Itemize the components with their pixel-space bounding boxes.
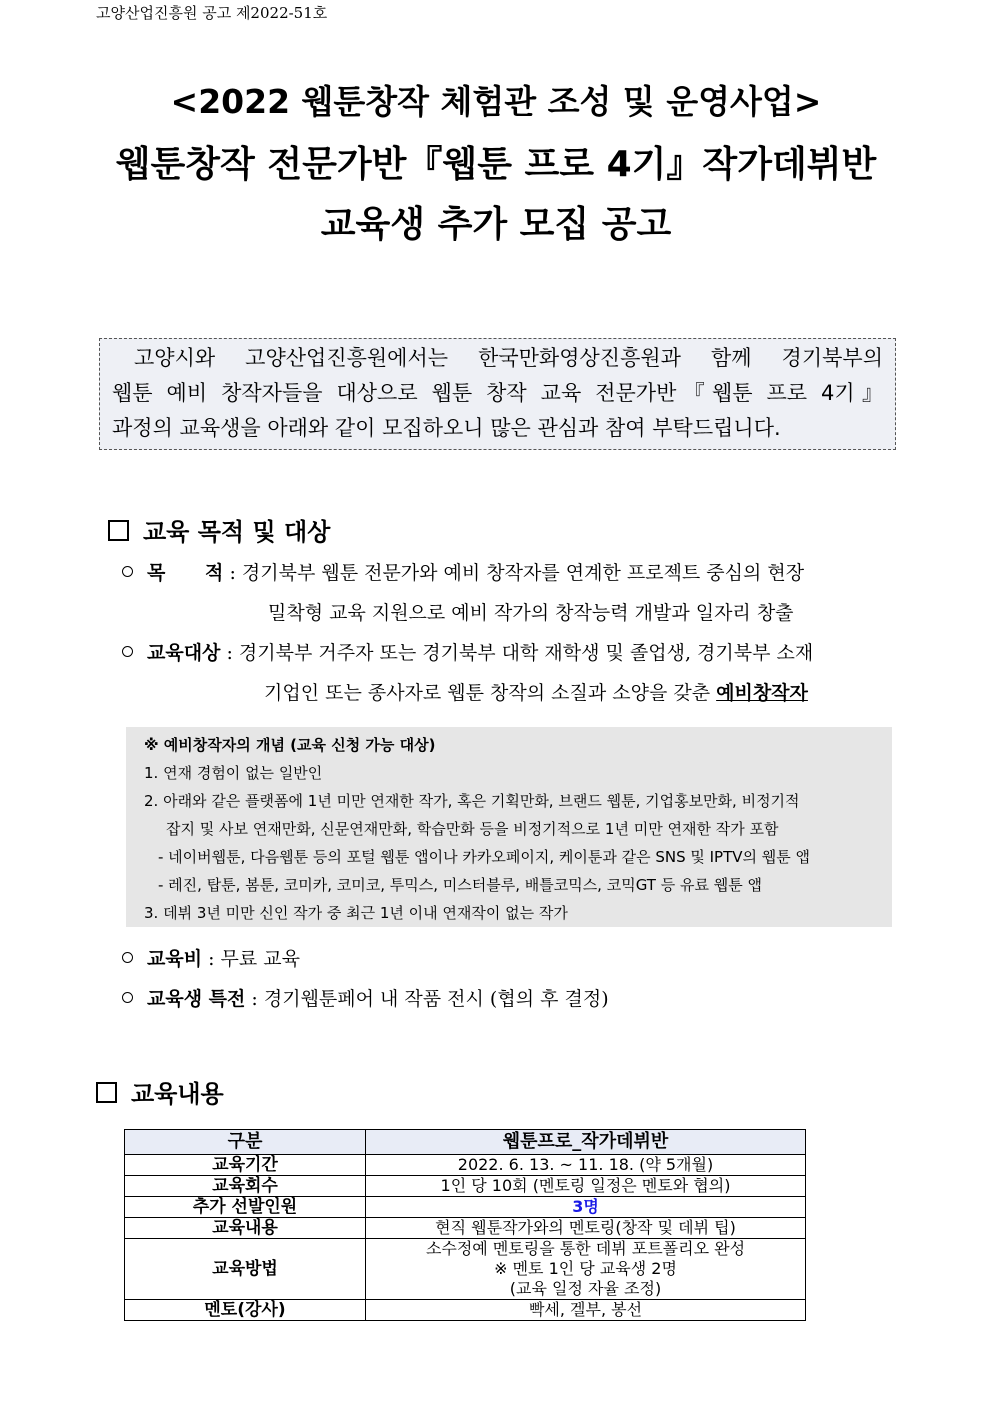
target-row: 교육대상 : 경기북부 거주자 또는 경기북부 대학 재학생 및 졸업생, 경기북부 소재 <box>122 633 813 673</box>
row-value <box>366 1239 806 1300</box>
note-item-2a: 2. 아래와 같은 플랫폼에 1년 미만 연재한 작가, 혹은 기획만화, 브랜드 웹툰, 기업홍보만화, 비정기적 <box>144 792 800 810</box>
purpose-label: 목 적 <box>147 562 224 584</box>
benefit-label: 교육생 특전 <box>147 988 246 1010</box>
benefit-value: 경기웹툰페어 내 작품 전시 (협의 후 결정) <box>263 988 609 1010</box>
purpose-text-1: 경기북부 웹툰 전문가와 예비 창작자를 연계한 프로젝트 중심의 현장 <box>241 562 805 584</box>
row-value: 3명 <box>366 1197 806 1218</box>
fee-value: 무료 교육 <box>220 948 301 970</box>
target-text-2: 기업인 또는 종사자로 웹툰 창작의 소질과 소양을 갖춘 <box>264 682 711 704</box>
method-line-3: (교육 일정 자율 조정) <box>509 1279 662 1298</box>
checkbox-icon <box>96 1082 117 1103</box>
target-text-1: 경기북부 거주자 또는 경기북부 대학 재학생 및 졸업생, 경기북부 소재 <box>238 642 814 664</box>
section-heading-text: 교육 목적 및 대상 <box>143 518 331 546</box>
method-line-2: ※ 멘토 1인 당 교육생 2명 <box>494 1259 677 1278</box>
fee-row: 교육비 : 무료 교육 <box>122 939 300 979</box>
benefit-row: 교육생 특전 : 경기웹툰페어 내 작품 전시 (협의 후 결정) <box>122 979 609 1019</box>
row-value: 현직 웹툰작가와의 멘토링(창작 및 데뷔 팁) <box>366 1218 806 1239</box>
target-emphasis: 예비창작자 <box>716 682 808 704</box>
row-value: 2022. 6. 13. ~ 11. 18. (약 5개월) <box>366 1155 806 1176</box>
row-label: 교육방법 <box>125 1239 366 1300</box>
row-label: 교육기간 <box>125 1155 366 1176</box>
note-item-2d: - 레진, 탑툰, 봄툰, 코미카, 코미코, 투믹스, 미스터블루, 배틀코믹스, 코믹GT 등 유료 웹툰 앱 <box>158 876 762 894</box>
circle-bullet-icon <box>122 566 133 577</box>
circle-bullet-icon <box>122 952 133 963</box>
note-title: ※ 예비창작자의 개념 (교육 신청 가능 대상) <box>144 736 436 754</box>
note-item-3: 3. 데뷔 3년 미만 신인 작가 중 최근 1년 이내 연재작이 없는 작가 <box>144 904 568 922</box>
target-label: 교육대상 <box>147 642 221 664</box>
table-row <box>125 1218 806 1239</box>
title-line-2: 웹툰창작 전문가반『웹툰 프로 4기』작가데뷔반 <box>115 144 877 185</box>
table-row <box>125 1197 806 1218</box>
purpose-row: 목 적 : 경기북부 웹툰 전문가와 예비 창작자를 연계한 프로젝트 중심의 현장 <box>122 553 804 593</box>
note-item-2b: 잡지 및 사보 연재만화, 신문연재만화, 학습만화 등을 비정기적으로 1년 미만 연재한 작가 포함 <box>166 820 779 838</box>
fee-label: 교육비 <box>147 948 203 970</box>
target-row-2 <box>264 673 808 713</box>
table-row <box>125 1300 806 1321</box>
intro-line-3: 과정의 교육생을 아래와 같이 모집하오니 많은 관심과 참여 부탁드립니다. <box>112 416 781 440</box>
title-line-3: 교육생 추가 모집 공고 <box>320 204 672 245</box>
intro-line-1: 고양시와 고양산업진흥원에서는 한국만화영상진흥원과 함께 경기북부의 <box>134 346 883 370</box>
intro-line-2: 웹툰 예비 창작자들을 대상으로 웹툰 창작 교육 전문가반『웹툰 프로 4기』 <box>112 381 883 405</box>
title-line-1: <2022 웹툰창작 체험관 조성 및 운영사업> <box>170 82 822 121</box>
table-row <box>125 1155 806 1176</box>
note-box <box>126 727 892 927</box>
row-value: 빡세, 겔부, 봉선 <box>366 1300 806 1321</box>
row-label: 교육내용 <box>125 1218 366 1239</box>
table-row <box>125 1239 806 1300</box>
note-item-2c: - 네이버웹툰, 다음웹툰 등의 포털 웹툰 앱이나 카카오페이지, 케이툰과 같은 SNS 및 IPTV의 웹툰 앱 <box>158 848 811 866</box>
document-number: 고양산업진흥원 공고 제2022-51호 <box>96 4 328 22</box>
section-heading-text: 교육내용 <box>131 1080 224 1108</box>
table-header-row <box>125 1130 806 1155</box>
note-item-1: 1. 연재 경험이 없는 일반인 <box>144 764 323 782</box>
row-label: 추가 선발인원 <box>125 1197 366 1218</box>
row-value: 1인 당 10회 (멘토링 일정은 멘토와 협의) <box>366 1176 806 1197</box>
content-table <box>124 1129 806 1321</box>
table-header-cell: 웹툰프로_작가데뷔반 <box>366 1130 806 1155</box>
section-heading-content <box>96 1074 224 1109</box>
intro-box <box>99 338 896 450</box>
circle-bullet-icon <box>122 646 133 657</box>
circle-bullet-icon <box>122 992 133 1003</box>
table-row <box>125 1176 806 1197</box>
row-label: 멘토(강사) <box>125 1300 366 1321</box>
row-label: 교육회수 <box>125 1176 366 1197</box>
section-heading-purpose <box>108 512 330 547</box>
table-header-cell: 구분 <box>125 1130 366 1155</box>
method-line-1: 소수정예 멘토링을 통한 데뷔 포트폴리오 완성 <box>425 1239 746 1258</box>
purpose-text-2: 밀착형 교육 지원으로 예비 작가의 창작능력 개발과 일자리 창출 <box>268 602 794 624</box>
checkbox-icon <box>108 520 129 541</box>
